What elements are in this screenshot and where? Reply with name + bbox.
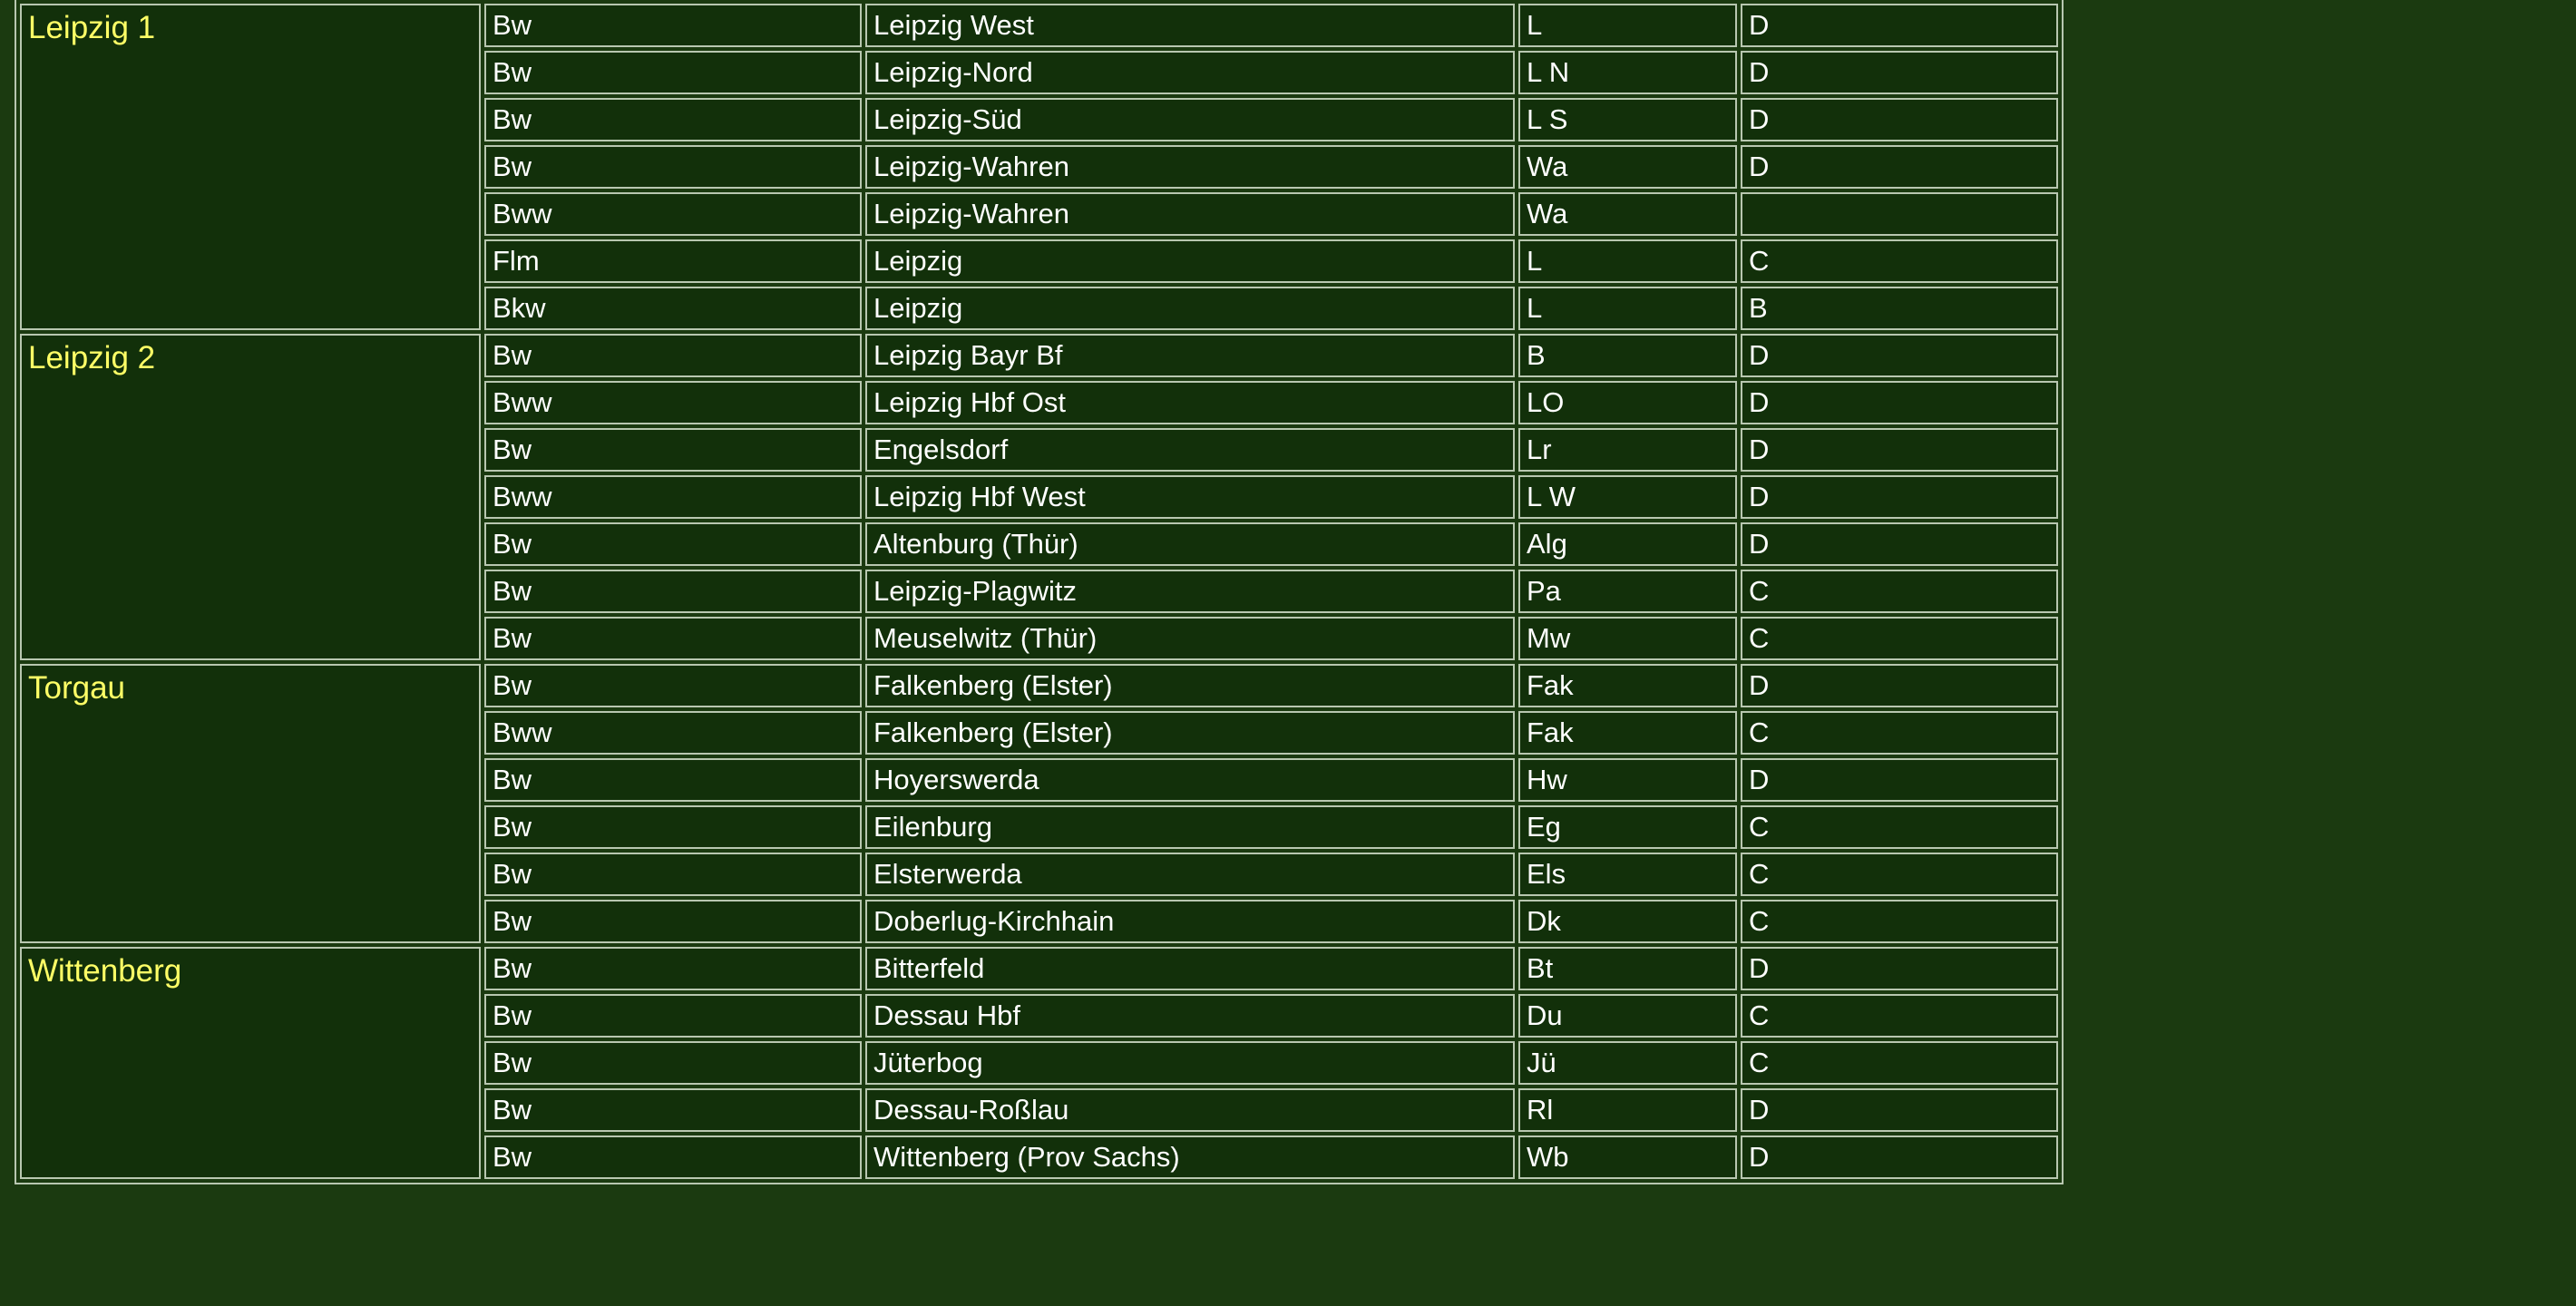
depot-class-cell: B xyxy=(1741,287,2058,330)
depot-name-cell: Falkenberg (Elster) xyxy=(865,664,1515,707)
depot-type-cell: Bw xyxy=(484,994,862,1038)
depot-class-cell: D xyxy=(1741,758,2058,802)
depot-class-cell: D xyxy=(1741,1135,2058,1179)
depot-class-cell: D xyxy=(1741,428,2058,472)
depot-abbreviation-cell: Lr xyxy=(1518,428,1737,472)
depot-abbreviation-cell: B xyxy=(1518,334,1737,377)
depot-abbreviation-cell: Dk xyxy=(1518,900,1737,943)
depot-abbreviation-cell: L W xyxy=(1518,475,1737,519)
depot-type-cell: Bw xyxy=(484,1135,862,1179)
depot-class-cell: D xyxy=(1741,522,2058,566)
depot-abbreviation-cell: Wa xyxy=(1518,145,1737,189)
depot-class-cell: C xyxy=(1741,570,2058,613)
depot-abbreviation-cell: Du xyxy=(1518,994,1737,1038)
depot-name-cell: Leipzig-Nord xyxy=(865,51,1515,94)
depot-class-cell: D xyxy=(1741,145,2058,189)
depot-type-cell: Bw xyxy=(484,145,862,189)
table-row xyxy=(20,4,2058,47)
depot-abbreviation-cell: LO xyxy=(1518,381,1737,424)
depot-type-cell: Bkw xyxy=(484,287,862,330)
depot-abbreviation-cell: Bt xyxy=(1518,947,1737,990)
depot-name-cell: Wittenberg (Prov Sachs) xyxy=(865,1135,1515,1179)
depot-type-cell: Bww xyxy=(484,192,862,236)
depot-abbreviation-cell: Rl xyxy=(1518,1088,1737,1132)
depot-class-cell: C xyxy=(1741,617,2058,660)
depot-type-cell: Bw xyxy=(484,853,862,896)
depot-abbreviation-cell: Mw xyxy=(1518,617,1737,660)
depot-abbreviation-cell: L xyxy=(1518,4,1737,47)
depot-name-cell: Falkenberg (Elster) xyxy=(865,711,1515,755)
depot-type-cell: Bw xyxy=(484,522,862,566)
depot-abbreviation-cell: L xyxy=(1518,287,1737,330)
depot-type-cell: Bw xyxy=(484,98,862,141)
depot-abbreviation-cell: Fak xyxy=(1518,711,1737,755)
depot-type-cell: Bww xyxy=(484,711,862,755)
depot-type-cell: Bw xyxy=(484,758,862,802)
depot-class-cell: C xyxy=(1741,994,2058,1038)
depot-abbreviation-cell: Pa xyxy=(1518,570,1737,613)
depot-type-cell: Bw xyxy=(484,1041,862,1085)
depot-name-cell: Bitterfeld xyxy=(865,947,1515,990)
depot-type-cell: Bw xyxy=(484,947,862,990)
depot-type-cell: Flm xyxy=(484,239,862,283)
group-label: Leipzig 1 xyxy=(20,4,481,330)
depot-abbreviation-cell: L N xyxy=(1518,51,1737,94)
depot-class-cell: C xyxy=(1741,1041,2058,1085)
depot-class-cell xyxy=(1741,192,2058,236)
depot-abbreviation-cell: Hw xyxy=(1518,758,1737,802)
depot-name-cell: Jüterbog xyxy=(865,1041,1515,1085)
depot-type-cell: Bww xyxy=(484,475,862,519)
depot-type-cell: Bw xyxy=(484,805,862,849)
depot-class-cell: D xyxy=(1741,947,2058,990)
depot-type-cell: Bw xyxy=(484,4,862,47)
depot-name-cell: Doberlug-Kirchhain xyxy=(865,900,1515,943)
depot-type-cell: Bw xyxy=(484,900,862,943)
depot-name-cell: Elsterwerda xyxy=(865,853,1515,896)
depot-abbreviation-cell: L xyxy=(1518,239,1737,283)
depot-class-cell: C xyxy=(1741,853,2058,896)
depot-name-cell: Meuselwitz (Thür) xyxy=(865,617,1515,660)
depot-name-cell: Leipzig West xyxy=(865,4,1515,47)
depot-class-cell: C xyxy=(1741,711,2058,755)
depot-type-cell: Bw xyxy=(484,1088,862,1132)
depot-name-cell: Leipzig-Plagwitz xyxy=(865,570,1515,613)
depot-class-cell: C xyxy=(1741,805,2058,849)
depot-name-cell: Altenburg (Thür) xyxy=(865,522,1515,566)
depot-class-cell: D xyxy=(1741,98,2058,141)
depot-class-cell: C xyxy=(1741,900,2058,943)
depot-abbreviation-cell: Els xyxy=(1518,853,1737,896)
table-row xyxy=(20,947,2058,990)
depot-name-cell: Engelsdorf xyxy=(865,428,1515,472)
depot-name-cell: Dessau Hbf xyxy=(865,994,1515,1038)
depot-table xyxy=(15,0,2064,1184)
depot-name-cell: Leipzig Bayr Bf xyxy=(865,334,1515,377)
depot-type-cell: Bw xyxy=(484,664,862,707)
depot-name-cell: Dessau-Roßlau xyxy=(865,1088,1515,1132)
depot-class-cell: C xyxy=(1741,239,2058,283)
depot-type-cell: Bw xyxy=(484,334,862,377)
depot-name-cell: Leipzig xyxy=(865,239,1515,283)
depot-class-cell: D xyxy=(1741,664,2058,707)
depot-type-cell: Bw xyxy=(484,570,862,613)
depot-abbreviation-cell: Fak xyxy=(1518,664,1737,707)
depot-class-cell: D xyxy=(1741,1088,2058,1132)
depot-class-cell: D xyxy=(1741,51,2058,94)
depot-abbreviation-cell: L S xyxy=(1518,98,1737,141)
depot-name-cell: Hoyerswerda xyxy=(865,758,1515,802)
depot-name-cell: Leipzig-Süd xyxy=(865,98,1515,141)
depot-class-cell: D xyxy=(1741,4,2058,47)
depot-class-cell: D xyxy=(1741,475,2058,519)
depot-abbreviation-cell: Alg xyxy=(1518,522,1737,566)
depot-type-cell: Bw xyxy=(484,51,862,94)
table-row xyxy=(20,664,2058,707)
depot-abbreviation-cell: Eg xyxy=(1518,805,1737,849)
depot-name-cell: Leipzig-Wahren xyxy=(865,145,1515,189)
depot-name-cell: Leipzig Hbf West xyxy=(865,475,1515,519)
group-label: Torgau xyxy=(20,664,481,943)
depot-name-cell: Leipzig xyxy=(865,287,1515,330)
depot-type-cell: Bw xyxy=(484,428,862,472)
table-row xyxy=(20,334,2058,377)
depot-table-body xyxy=(20,4,2058,1179)
depot-abbreviation-cell: Wa xyxy=(1518,192,1737,236)
depot-type-cell: Bww xyxy=(484,381,862,424)
depot-class-cell: D xyxy=(1741,334,2058,377)
group-label: Wittenberg xyxy=(20,947,481,1179)
depot-abbreviation-cell: Wb xyxy=(1518,1135,1737,1179)
depot-name-cell: Leipzig Hbf Ost xyxy=(865,381,1515,424)
depot-name-cell: Leipzig-Wahren xyxy=(865,192,1515,236)
group-label: Leipzig 2 xyxy=(20,334,481,660)
depot-abbreviation-cell: Jü xyxy=(1518,1041,1737,1085)
depot-type-cell: Bw xyxy=(484,617,862,660)
depot-name-cell: Eilenburg xyxy=(865,805,1515,849)
depot-class-cell: D xyxy=(1741,381,2058,424)
